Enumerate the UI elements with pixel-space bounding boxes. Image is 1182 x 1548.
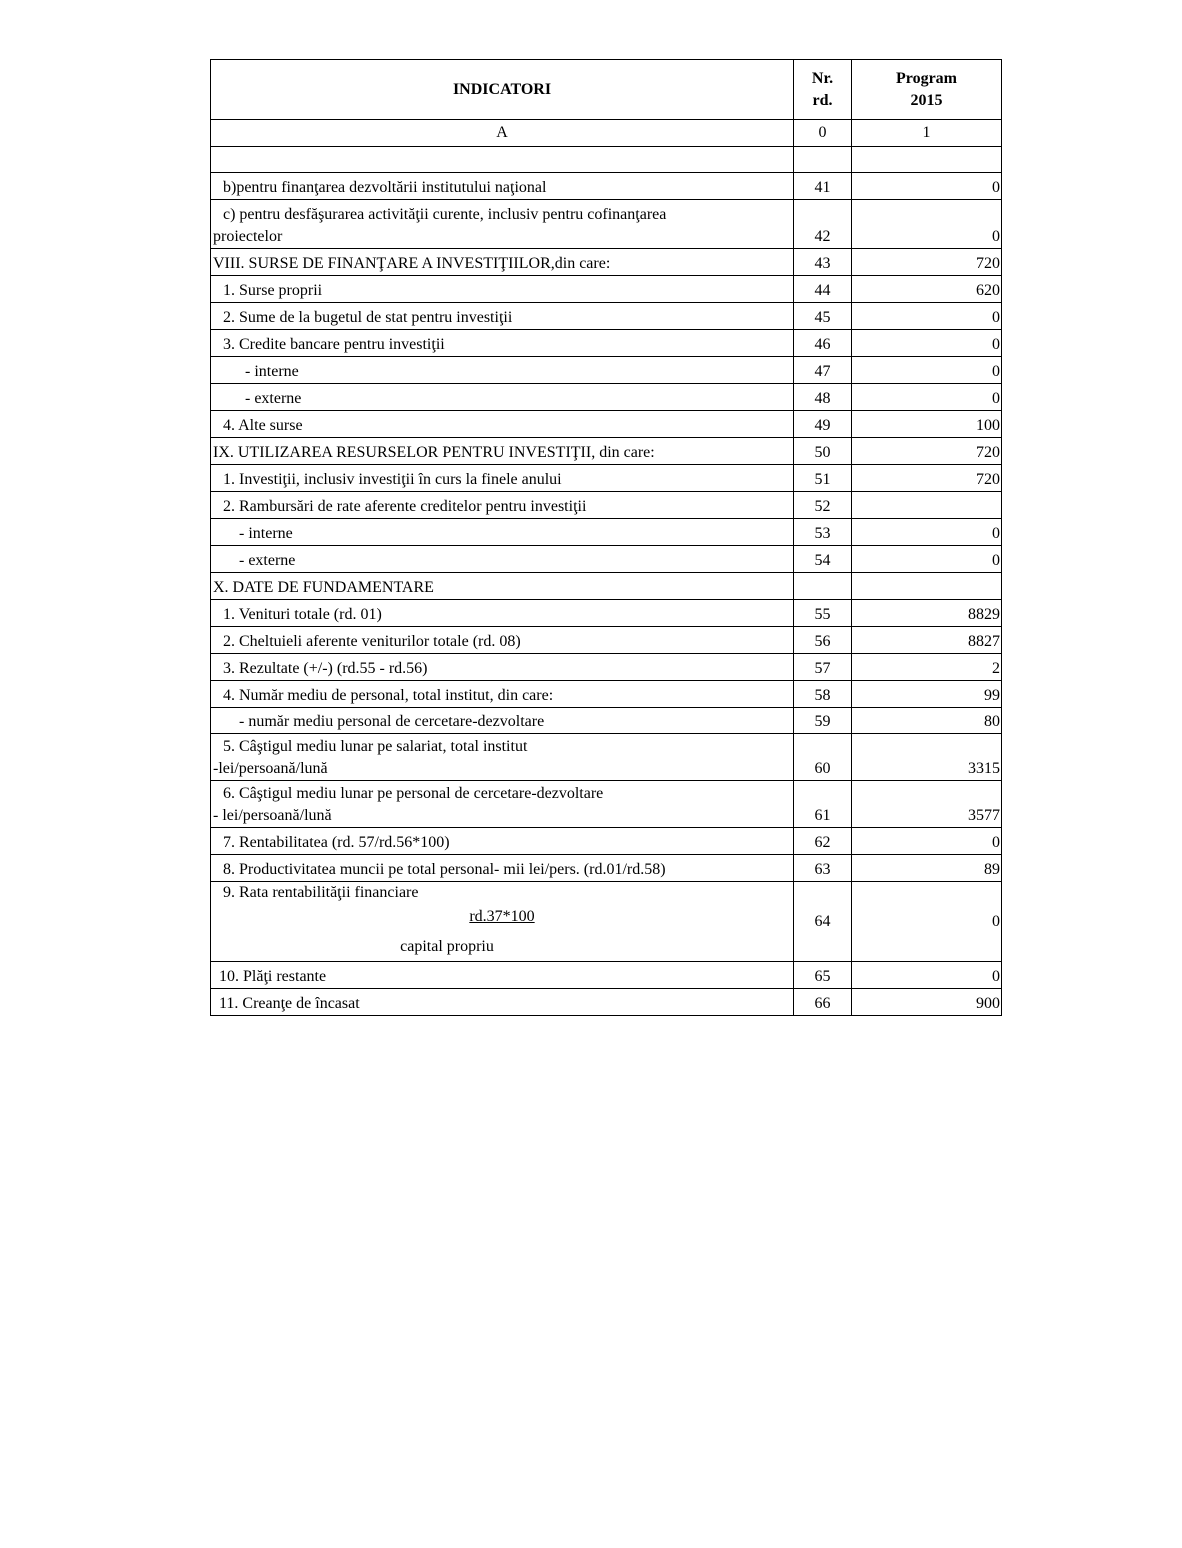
row-value: 0 <box>852 546 1002 573</box>
ratio-formula <box>213 904 791 958</box>
row-value: 99 <box>852 681 1002 708</box>
row-nr: 48 <box>794 384 852 411</box>
blank-row <box>211 147 1002 173</box>
header-program-line1: Program <box>895 69 957 87</box>
row-label-line1: 6. Câştigul mediu lunar pe personal de cercetare-dezvoltare <box>223 785 604 802</box>
row-value <box>852 492 1002 519</box>
table-row <box>211 173 1002 200</box>
header-nr <box>794 60 852 120</box>
blank-cell <box>211 147 794 173</box>
row-value: 0 <box>852 882 1002 962</box>
table-row <box>211 411 1002 438</box>
header-program <box>852 60 1002 120</box>
row-label: 3. Rezultate (+/-) (rd.55 - rd.56) <box>211 654 794 681</box>
row-label <box>211 734 794 781</box>
row-label: 7. Rentabilitatea (rd. 57/rd.56*100) <box>211 828 794 855</box>
row-nr: 43 <box>794 249 852 276</box>
row-value: 3315 <box>852 734 1002 781</box>
row-label: VIII. SURSE DE FINANŢARE A INVESTIŢIILOR,din care: <box>211 249 794 276</box>
row-label-line2: proiectelor <box>213 228 283 245</box>
row-label: - externe <box>211 384 794 411</box>
row-value: 0 <box>852 303 1002 330</box>
table-row <box>211 519 1002 546</box>
row-label <box>211 200 794 249</box>
header-nr-line1: Nr. <box>811 69 834 87</box>
row-label: b)pentru finanţarea dezvoltării institutului naţional <box>211 173 794 200</box>
row-label: 8. Productivitatea muncii pe total personal- mii lei/pers. (rd.01/rd.58) <box>211 855 794 882</box>
table-row <box>211 546 1002 573</box>
row-label <box>211 781 794 828</box>
table-row <box>211 492 1002 519</box>
row-value: 720 <box>852 465 1002 492</box>
row-value: 720 <box>852 438 1002 465</box>
row-nr: 58 <box>794 681 852 708</box>
table-row <box>211 781 1002 828</box>
header-nr-line2: rd. <box>812 91 833 109</box>
row-value: 3577 <box>852 781 1002 828</box>
row-value: 0 <box>852 330 1002 357</box>
row-value: 80 <box>852 708 1002 734</box>
row-value: 0 <box>852 173 1002 200</box>
table-row <box>211 600 1002 627</box>
row-nr: 51 <box>794 465 852 492</box>
table-row <box>211 962 1002 989</box>
table-row <box>211 573 1002 600</box>
row-label-line1: 5. Câştigul mediu lunar pe salariat, total institut <box>223 738 528 755</box>
row-value: 0 <box>852 200 1002 249</box>
table-row <box>211 465 1002 492</box>
table-row <box>211 681 1002 708</box>
row-nr: 42 <box>794 200 852 249</box>
row-label: IX. UTILIZAREA RESURSELOR PENTRU INVESTIŢII, din care: <box>211 438 794 465</box>
row-value: 89 <box>852 855 1002 882</box>
table-row <box>211 989 1002 1016</box>
row-value: 720 <box>852 249 1002 276</box>
row-value: 900 <box>852 989 1002 1016</box>
row-label: X. DATE DE FUNDAMENTARE <box>211 573 794 600</box>
row-label: 2. Sume de la bugetul de stat pentru investiţii <box>211 303 794 330</box>
row-label: 2. Cheltuieli aferente veniturilor totale (rd. 08) <box>211 627 794 654</box>
row-label: - interne <box>211 519 794 546</box>
table-row <box>211 708 1002 734</box>
row-nr: 44 <box>794 276 852 303</box>
row-label: - externe <box>211 546 794 573</box>
row-value: 0 <box>852 519 1002 546</box>
row-nr: 55 <box>794 600 852 627</box>
header-indicatori: INDICATORI <box>211 60 794 120</box>
row-nr: 52 <box>794 492 852 519</box>
row-label: - număr mediu personal de cercetare-dezvoltare <box>211 708 794 734</box>
subheader-a: A <box>211 120 794 147</box>
table-row <box>211 654 1002 681</box>
row-label-title: 9. Rata rentabilităţii financiare <box>223 884 419 901</box>
row-label: 1. Venituri totale (rd. 01) <box>211 600 794 627</box>
row-label: 3. Credite bancare pentru investiţii <box>211 330 794 357</box>
row-value: 0 <box>852 962 1002 989</box>
row-nr: 41 <box>794 173 852 200</box>
subheader-one: 1 <box>852 120 1002 147</box>
row-nr: 45 <box>794 303 852 330</box>
row-nr: 66 <box>794 989 852 1016</box>
row-nr <box>794 573 852 600</box>
subheader-row <box>211 120 1002 147</box>
row-nr: 61 <box>794 781 852 828</box>
row-nr: 50 <box>794 438 852 465</box>
table-row <box>211 438 1002 465</box>
row-value: 2 <box>852 654 1002 681</box>
row-nr: 53 <box>794 519 852 546</box>
header-program-line2: 2015 <box>910 91 943 109</box>
row-nr: 46 <box>794 330 852 357</box>
row-nr: 54 <box>794 546 852 573</box>
blank-cell <box>794 147 852 173</box>
row-value: 0 <box>852 828 1002 855</box>
indicators-table <box>210 59 1002 1016</box>
row-label: 10. Plăţi restante <box>211 962 794 989</box>
table-row <box>211 855 1002 882</box>
row-nr: 60 <box>794 734 852 781</box>
row-label <box>211 882 794 962</box>
table-row <box>211 882 1002 962</box>
ratio-numerator: rd.37*100 <box>469 908 535 925</box>
row-nr: 47 <box>794 357 852 384</box>
row-label: 2. Rambursări de rate aferente creditelor pentru investiţii <box>211 492 794 519</box>
row-nr: 56 <box>794 627 852 654</box>
row-nr: 65 <box>794 962 852 989</box>
row-nr: 64 <box>794 882 852 962</box>
row-nr: 62 <box>794 828 852 855</box>
row-value: 8829 <box>852 600 1002 627</box>
table-row <box>211 249 1002 276</box>
subheader-zero: 0 <box>794 120 852 147</box>
row-nr: 59 <box>794 708 852 734</box>
table-row <box>211 330 1002 357</box>
row-label: 4. Alte surse <box>211 411 794 438</box>
row-label-line2: - lei/persoană/lună <box>213 807 332 824</box>
row-value: 0 <box>852 357 1002 384</box>
row-nr: 63 <box>794 855 852 882</box>
row-value: 0 <box>852 384 1002 411</box>
row-label-line2: -lei/persoană/lună <box>213 760 328 777</box>
table-row <box>211 734 1002 781</box>
row-nr: 57 <box>794 654 852 681</box>
table-row <box>211 627 1002 654</box>
header-row <box>211 60 1002 120</box>
row-value: 620 <box>852 276 1002 303</box>
row-value <box>852 573 1002 600</box>
table-row <box>211 357 1002 384</box>
row-value: 8827 <box>852 627 1002 654</box>
table-row <box>211 828 1002 855</box>
table-row <box>211 200 1002 249</box>
row-label: 11. Creanţe de încasat <box>211 989 794 1016</box>
table-row <box>211 303 1002 330</box>
ratio-denominator: capital propriu <box>400 938 494 955</box>
table-row <box>211 276 1002 303</box>
row-label: 1. Surse proprii <box>211 276 794 303</box>
row-label: 4. Număr mediu de personal, total institut, din care: <box>211 681 794 708</box>
blank-cell <box>852 147 1002 173</box>
row-label: - interne <box>211 357 794 384</box>
row-label: 1. Investiţii, inclusiv investiţii în curs la finele anului <box>211 465 794 492</box>
table-row <box>211 384 1002 411</box>
row-label-line1: c) pentru desfăşurarea activităţii curente, inclusiv pentru cofinanţarea <box>223 206 667 223</box>
row-value: 100 <box>852 411 1002 438</box>
row-nr: 49 <box>794 411 852 438</box>
